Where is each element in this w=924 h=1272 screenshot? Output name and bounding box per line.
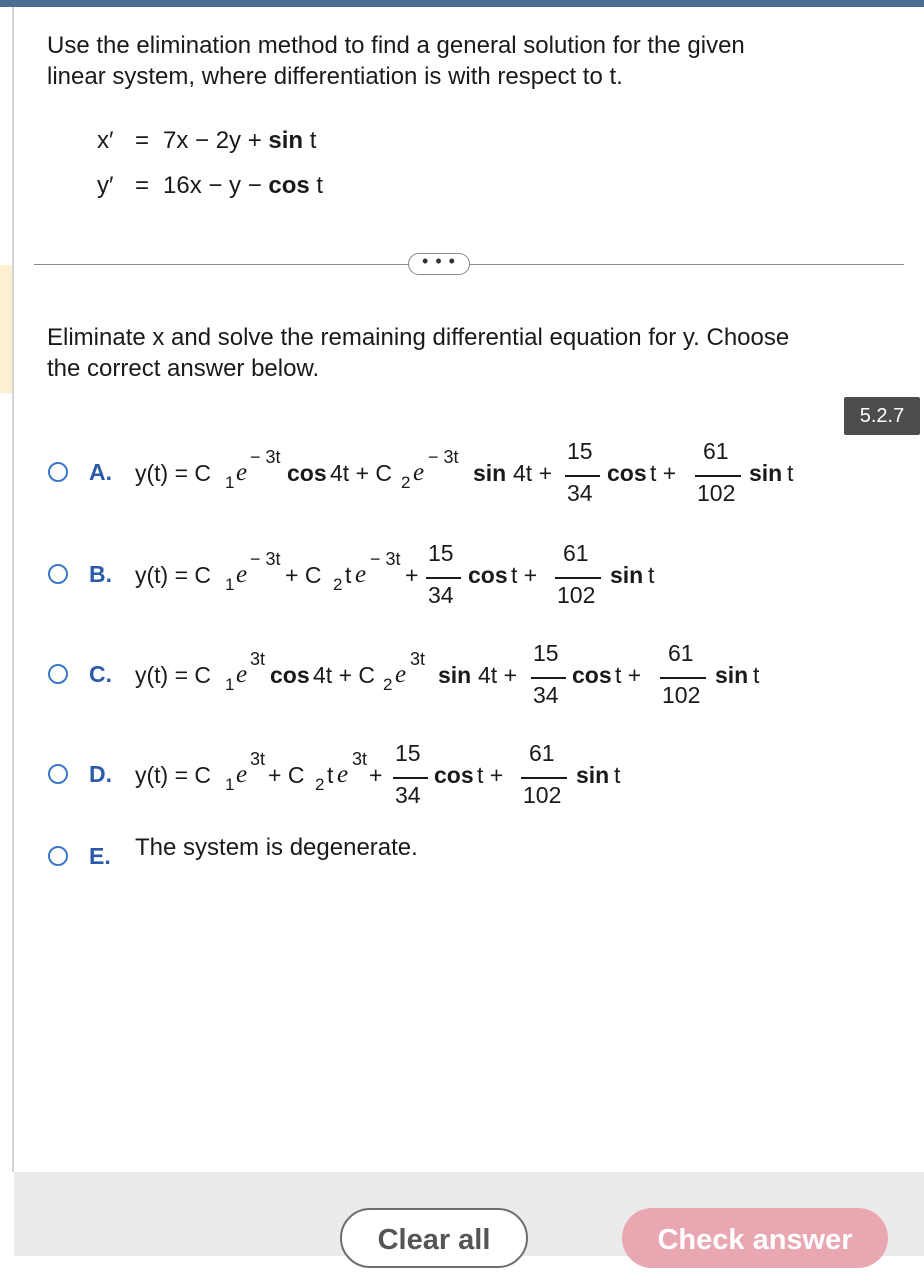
option-c-sin2: sin bbox=[715, 662, 749, 688]
eq2-rhs-terms: 16x − y − bbox=[163, 172, 269, 199]
option-d-t4: t + bbox=[477, 762, 504, 788]
option-d-letter[interactable]: D. bbox=[89, 761, 112, 787]
option-d-radio[interactable] bbox=[48, 764, 68, 784]
option-c-den1: 34 bbox=[533, 682, 559, 708]
option-b-exp1: − 3t bbox=[250, 549, 281, 569]
option-c-sub2: 2 bbox=[383, 675, 393, 694]
option-b-sub1: 1 bbox=[225, 575, 235, 594]
option-c-radio[interactable] bbox=[48, 664, 68, 684]
left-border bbox=[12, 7, 14, 1172]
option-a-fraction-bar-1 bbox=[565, 475, 600, 477]
option-a-exp2: − 3t bbox=[428, 447, 459, 467]
option-a-t3: 4t + bbox=[513, 460, 553, 486]
instruction-line-1: Use the elimination method to find a general solution for the given bbox=[47, 32, 745, 59]
option-d-cos: cos bbox=[434, 762, 474, 788]
option-d-exp1: 3t bbox=[250, 749, 266, 769]
equation-2 bbox=[97, 172, 324, 200]
option-c-formula[interactable] bbox=[135, 640, 775, 720]
eq1-rhs-terms: 7x − 2y + bbox=[163, 127, 269, 154]
option-b-sub2: 2 bbox=[333, 575, 343, 594]
prompt-line-2: the correct answer below. bbox=[47, 355, 320, 382]
option-b-e2: e bbox=[355, 561, 367, 588]
option-a-num1: 15 bbox=[567, 438, 593, 464]
option-d-den1: 34 bbox=[395, 782, 421, 808]
option-a-e1: e bbox=[236, 459, 248, 486]
eq2-rhs bbox=[163, 172, 323, 200]
version-badge: 5.2.7 bbox=[844, 397, 920, 435]
option-c-e1: e bbox=[236, 661, 248, 688]
option-b-t4: t + bbox=[511, 562, 538, 588]
check-answer-button[interactable]: Check answer bbox=[622, 1208, 888, 1268]
option-c-letter[interactable]: C. bbox=[89, 661, 112, 687]
eq1-sin: sin bbox=[268, 127, 304, 154]
option-c-den2: 102 bbox=[662, 682, 701, 708]
prompt-line-1: Eliminate x and solve the remaining differential equation for y. Choose bbox=[47, 324, 790, 351]
option-b-fraction-bar-1 bbox=[426, 577, 461, 579]
option-a-t2: 4t + C bbox=[330, 460, 393, 486]
option-c-t3: 4t + bbox=[478, 662, 518, 688]
equation-1 bbox=[97, 127, 317, 155]
eq1-lhs: x′ bbox=[97, 127, 114, 154]
option-c-cos2: cos bbox=[572, 662, 612, 688]
option-b-t3: + bbox=[405, 562, 419, 588]
option-d-t1: y(t) = C bbox=[135, 762, 212, 788]
option-d-den2: 102 bbox=[523, 782, 562, 808]
option-a-fraction-bar-2 bbox=[695, 475, 741, 477]
option-c-t4: t + bbox=[615, 662, 642, 688]
option-c-sin: sin bbox=[438, 662, 472, 688]
option-d-fraction-bar-1 bbox=[393, 777, 428, 779]
option-b-cos: cos bbox=[468, 562, 508, 588]
option-d-num2: 61 bbox=[529, 740, 555, 766]
option-a-t5: t bbox=[787, 460, 794, 486]
option-a-sin: sin bbox=[473, 460, 507, 486]
eq2-var: t bbox=[309, 172, 324, 199]
option-b-radio[interactable] bbox=[48, 564, 68, 584]
option-c-t5: t bbox=[753, 662, 760, 688]
option-a-sub2: 2 bbox=[401, 473, 411, 492]
option-c-num2: 61 bbox=[668, 640, 694, 666]
show-more-button[interactable]: • • • bbox=[408, 253, 470, 275]
instruction-line-2: linear system, where differentiation is with respect to t. bbox=[47, 63, 623, 90]
option-e-text[interactable]: The system is degenerate. bbox=[135, 834, 418, 861]
option-b-num1: 15 bbox=[428, 540, 454, 566]
option-c-t1: y(t) = C bbox=[135, 662, 212, 688]
option-c-num1: 15 bbox=[533, 640, 559, 666]
option-a-radio[interactable] bbox=[48, 462, 68, 482]
option-b-letter[interactable]: B. bbox=[89, 561, 112, 587]
option-a-num2: 61 bbox=[703, 438, 729, 464]
option-c-fraction-bar-2 bbox=[660, 677, 706, 679]
option-a-exp1: − 3t bbox=[250, 447, 281, 467]
clear-all-button[interactable]: Clear all bbox=[340, 1208, 528, 1268]
eq1-var: t bbox=[303, 127, 317, 154]
option-d-fraction-bar-2 bbox=[521, 777, 567, 779]
option-b-fraction-bar-2 bbox=[555, 577, 601, 579]
eq2-lhs: y′ bbox=[97, 172, 114, 199]
option-d-t3: + bbox=[369, 762, 383, 788]
option-c-e2: e bbox=[395, 661, 407, 688]
option-b-den1: 34 bbox=[428, 582, 454, 608]
option-b-den2: 102 bbox=[557, 582, 596, 608]
eq1-equals: = bbox=[135, 127, 150, 154]
option-b-e1: e bbox=[236, 561, 248, 588]
option-a-cos2: cos bbox=[607, 460, 647, 486]
eq2-equals: = bbox=[135, 172, 150, 199]
option-d-t2: + C bbox=[268, 762, 305, 788]
option-c-exp1: 3t bbox=[250, 649, 266, 669]
option-d-t5: t bbox=[614, 762, 621, 788]
option-a-sin2: sin bbox=[749, 460, 783, 486]
option-a-t4: t + bbox=[650, 460, 677, 486]
option-e-letter[interactable]: E. bbox=[89, 843, 111, 869]
option-d-sub1: 1 bbox=[225, 775, 235, 794]
option-e-radio[interactable] bbox=[48, 846, 68, 866]
option-a-formula[interactable] bbox=[135, 438, 815, 518]
option-d-num1: 15 bbox=[395, 740, 421, 766]
option-c-cos: cos bbox=[270, 662, 310, 688]
option-a-den1: 34 bbox=[567, 480, 593, 506]
option-a-cos: cos bbox=[287, 460, 327, 486]
option-b-formula[interactable] bbox=[135, 540, 675, 620]
option-a-t1: y(t) = C bbox=[135, 460, 212, 486]
option-b-t1: y(t) = C bbox=[135, 562, 212, 588]
option-b-num2: 61 bbox=[563, 540, 589, 566]
option-d-formula[interactable] bbox=[135, 740, 635, 820]
left-highlight-tab bbox=[0, 265, 12, 393]
option-c-sub1: 1 bbox=[225, 675, 235, 694]
option-d-e1: e bbox=[236, 761, 248, 788]
option-d-sin: sin bbox=[576, 762, 610, 788]
option-a-letter[interactable]: A. bbox=[89, 459, 112, 485]
option-c-t2: 4t + C bbox=[313, 662, 376, 688]
eq2-cos: cos bbox=[268, 172, 310, 199]
option-a-e2: e bbox=[413, 459, 425, 486]
top-accent-bar bbox=[0, 0, 924, 7]
option-d-e2: e bbox=[337, 761, 349, 788]
option-c-exp2: 3t bbox=[410, 649, 426, 669]
option-b-t5: t bbox=[648, 562, 655, 588]
option-a-sub1: 1 bbox=[225, 473, 235, 492]
option-b-exp2: − 3t bbox=[370, 549, 401, 569]
option-b-t2: + C bbox=[285, 562, 322, 588]
option-a-den2: 102 bbox=[697, 480, 736, 506]
option-b-sin: sin bbox=[610, 562, 644, 588]
eq1-rhs bbox=[163, 127, 316, 155]
option-d-t-factor: t bbox=[327, 762, 334, 788]
option-d-exp2: 3t bbox=[352, 749, 368, 769]
option-c-fraction-bar-1 bbox=[531, 677, 566, 679]
option-d-sub2: 2 bbox=[315, 775, 325, 794]
option-b-t-factor: t bbox=[345, 562, 352, 588]
